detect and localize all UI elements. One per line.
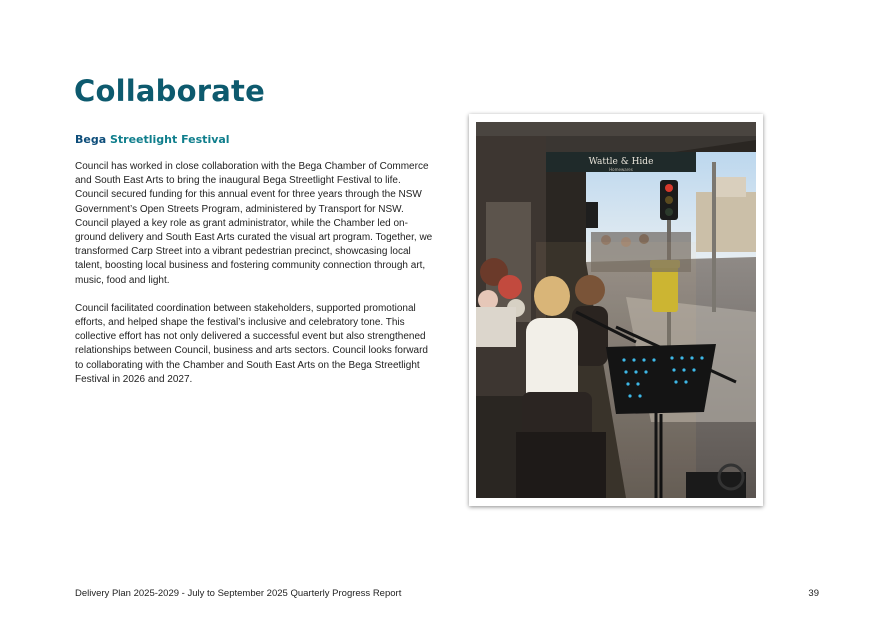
shop-sign-subtext: Homewares bbox=[609, 167, 633, 172]
shop-sign-text: Wattle & Hide bbox=[588, 157, 654, 167]
body-text bbox=[75, 160, 435, 401]
footer-text: Delivery Plan 2025-2029 - July to September 2025 Quarterly Progress Report bbox=[75, 588, 402, 599]
section-subtitle bbox=[75, 133, 230, 146]
festival-photo-illustration bbox=[476, 122, 756, 498]
paragraph-2: Council facilitated coordination between stakeholders, supported promotional efforts, and helped shape the festival’s inclusive and celebratory tone. This collective effort has not only delivered a successful event but also strengthened relationships between Council, business and arts sectors. Council looks forward to collaborating with the Chamber and South East Arts on the Bega Streetlight Festival in 2026 and 2027. bbox=[75, 302, 428, 385]
paragraph-1: Council has worked in close collaboration with the Bega Chamber of Commerce and South East Arts to bring the inaugural Bega Streetlight Festival to life. Council secured funding for this annual event for three years through the NSW Government’s Open Streets Program, administered by Transport for NSW. Council played a key role as grant administrator, while the Chamber led on-ground delivery and South East Arts curated the visual art program. Together, we transformed Carp Street into a vibrant pedestrian precinct, showcasing local talent, boosting local business and fostering community connection through art, music, food and light. bbox=[75, 161, 433, 286]
page-title: Collaborate bbox=[74, 74, 265, 108]
subtitle-place: Bega bbox=[75, 133, 110, 146]
subtitle-event: Streetlight Festival bbox=[109, 133, 230, 146]
festival-photo bbox=[469, 114, 763, 506]
page-number: 39 bbox=[808, 588, 819, 599]
